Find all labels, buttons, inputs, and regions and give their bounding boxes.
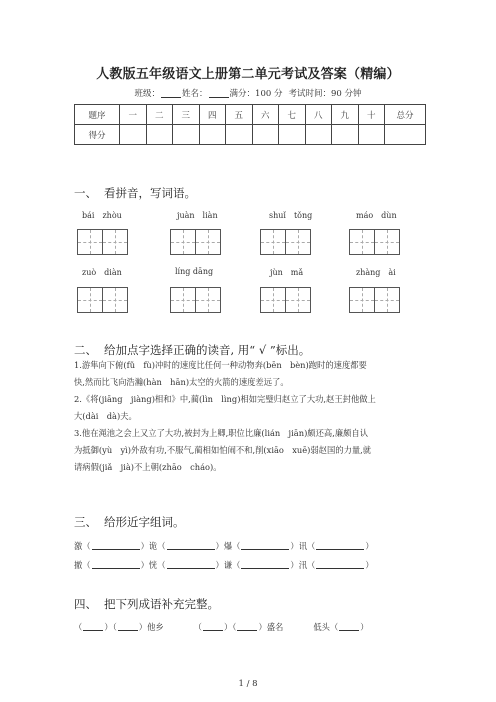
table-cell: 三 <box>173 105 200 125</box>
word-text: ）恍（ <box>140 560 166 570</box>
question-line: 1.游隼向下俯(fǔ fù)冲时的速度比任何一种动物奔(bēn bèn)跑时的速度都要 <box>74 360 367 370</box>
writing-box[interactable] <box>102 287 128 313</box>
word-text: ）爆（ <box>215 541 241 551</box>
table-cell: 八 <box>305 105 332 125</box>
pinyin-label: bái zhòu <box>82 211 122 220</box>
question-line: 3.他在渑池之会上又立了大功,被封为上卿,职位比廉(lián jiān)颇还高,廉颇自认 <box>74 428 369 438</box>
question-line: 2.《将(jiāng jiàng)相和》中,蔺(lìn lìng)相如完璧归赵立了大功,赵王封他做上 <box>74 394 376 404</box>
exam-meta <box>0 87 496 99</box>
score-table-header-row <box>75 105 426 125</box>
answer-blank[interactable] <box>92 560 140 569</box>
pinyin-label: juàn liàn <box>177 211 218 220</box>
name-label: 姓名： <box>182 89 208 99</box>
writing-box[interactable] <box>349 229 375 255</box>
writing-box[interactable] <box>195 287 221 313</box>
section-2-body <box>74 357 426 476</box>
score-cell[interactable] <box>279 125 306 145</box>
answer-blank[interactable] <box>237 622 257 631</box>
writing-box[interactable] <box>285 229 311 255</box>
full-score: 满分：100 分 <box>229 89 283 99</box>
answer-blank[interactable] <box>316 560 364 569</box>
idiom-text: 低头（ <box>313 622 339 632</box>
section-title: 给形近字组词。 <box>104 515 185 529</box>
score-cell[interactable] <box>385 125 426 145</box>
exam-time: 考试时间：90 分钟 <box>288 89 362 99</box>
page-title: 人教版五年级语文上册第二单元考试及答案（精编） <box>96 67 400 82</box>
table-cell: 题序 <box>75 105 120 125</box>
writing-box[interactable] <box>349 287 375 313</box>
word-text: ）诡（ <box>140 541 166 551</box>
writing-box[interactable] <box>170 287 196 313</box>
question-line: 大(dài dà)夫。 <box>74 411 137 421</box>
score-table <box>74 104 426 145</box>
section-4-heading <box>74 596 219 612</box>
question-line: 为抵御(yù yì)外敌有功,不服气,蔺相如怕闹不和,削(xiāo xuē)弱赵国的力量,就 <box>74 445 372 455</box>
pinyin-label: jùn mǎ <box>270 268 304 277</box>
section-title: 给加点字选择正确的读音, 用“ √ ”标出。 <box>104 343 311 357</box>
answer-blank[interactable] <box>167 541 215 550</box>
table-cell: 得分 <box>75 125 120 145</box>
word-text: 激（ <box>74 541 91 551</box>
table-cell: 二 <box>146 105 173 125</box>
writing-box[interactable] <box>374 229 400 255</box>
answer-blank[interactable] <box>241 541 289 550</box>
table-cell: 总分 <box>385 105 426 125</box>
section-3-heading <box>74 514 185 530</box>
pinyin-label: zhàng ài <box>356 268 396 277</box>
section-number: 二、 <box>74 343 97 357</box>
pinyin-label: máo dùn <box>356 211 397 220</box>
idiom-text: ）盛名 <box>258 622 284 632</box>
idiom-text: ）（ <box>223 622 237 632</box>
table-cell: 十 <box>358 105 385 125</box>
pinyin-label: zuò diàn <box>82 268 122 277</box>
word-text: ）谦（ <box>215 560 241 570</box>
table-cell: 九 <box>332 105 359 125</box>
score-cell[interactable] <box>332 125 359 145</box>
writing-box[interactable] <box>102 229 128 255</box>
answer-blank[interactable] <box>339 622 359 631</box>
writing-box[interactable] <box>195 229 221 255</box>
table-cell: 五 <box>226 105 253 125</box>
word-text: ） <box>365 560 374 570</box>
idiom-text: ） <box>360 622 369 632</box>
table-cell: 一 <box>120 105 147 125</box>
idiom-text: （ <box>193 622 202 632</box>
idiom-text: （ <box>74 622 83 632</box>
table-cell: 六 <box>252 105 279 125</box>
section-1-heading <box>74 185 196 201</box>
pinyin-label: líng dāng <box>175 267 214 276</box>
answer-blank[interactable] <box>118 622 138 631</box>
answer-blank[interactable] <box>316 541 364 550</box>
score-cell[interactable] <box>305 125 332 145</box>
score-cell[interactable] <box>226 125 253 145</box>
name-blank[interactable] <box>209 88 229 98</box>
writing-box[interactable] <box>170 229 196 255</box>
writing-box[interactable] <box>77 229 103 255</box>
section-number: 三、 <box>74 515 97 529</box>
word-text: 撤（ <box>74 560 91 570</box>
table-cell: 七 <box>279 105 306 125</box>
pinyin-label: shuǐ tǒng <box>269 211 313 220</box>
page-number: 1 / 8 <box>238 679 258 689</box>
section-2-heading <box>74 342 310 358</box>
score-cell[interactable] <box>173 125 200 145</box>
answer-blank[interactable] <box>241 560 289 569</box>
section-number: 一、 <box>74 186 97 200</box>
word-text: ） <box>365 541 374 551</box>
score-cell[interactable] <box>199 125 226 145</box>
word-text: ）讯（ <box>290 541 316 551</box>
answer-blank[interactable] <box>203 622 223 631</box>
section-number: 四、 <box>74 597 97 611</box>
writing-box[interactable] <box>374 287 400 313</box>
answer-blank[interactable] <box>167 560 215 569</box>
writing-box[interactable] <box>285 287 311 313</box>
class-label: 班级： <box>134 89 161 99</box>
idiom-text: ）他乡 <box>138 622 164 632</box>
word-text: ）汛（ <box>290 560 316 570</box>
class-blank[interactable] <box>161 88 181 98</box>
question-line: 请病假(jiǎ jià)不上朝(zhāo cháo)。 <box>74 462 222 472</box>
idiom-text: ）（ <box>104 622 117 632</box>
writing-box[interactable] <box>260 229 286 255</box>
table-cell: 四 <box>199 105 226 125</box>
answer-blank[interactable] <box>92 541 140 550</box>
score-cell[interactable] <box>252 125 279 145</box>
score-table-score-row <box>75 125 426 145</box>
writing-box[interactable] <box>77 287 103 313</box>
word-row-1 <box>74 540 374 552</box>
section-title: 看拼音，写词语。 <box>104 186 196 200</box>
score-cell[interactable] <box>120 125 147 145</box>
score-cell[interactable] <box>358 125 385 145</box>
section-title: 把下列成语补充完整。 <box>104 597 219 611</box>
writing-box[interactable] <box>260 287 286 313</box>
score-cell[interactable] <box>146 125 173 145</box>
word-row-2 <box>74 559 374 571</box>
idiom-row <box>74 621 369 633</box>
question-line: 快,然而比飞向浩瀚(hàn hān)太空的火箭的速度差远了。 <box>74 377 289 387</box>
answer-blank[interactable] <box>83 622 103 631</box>
